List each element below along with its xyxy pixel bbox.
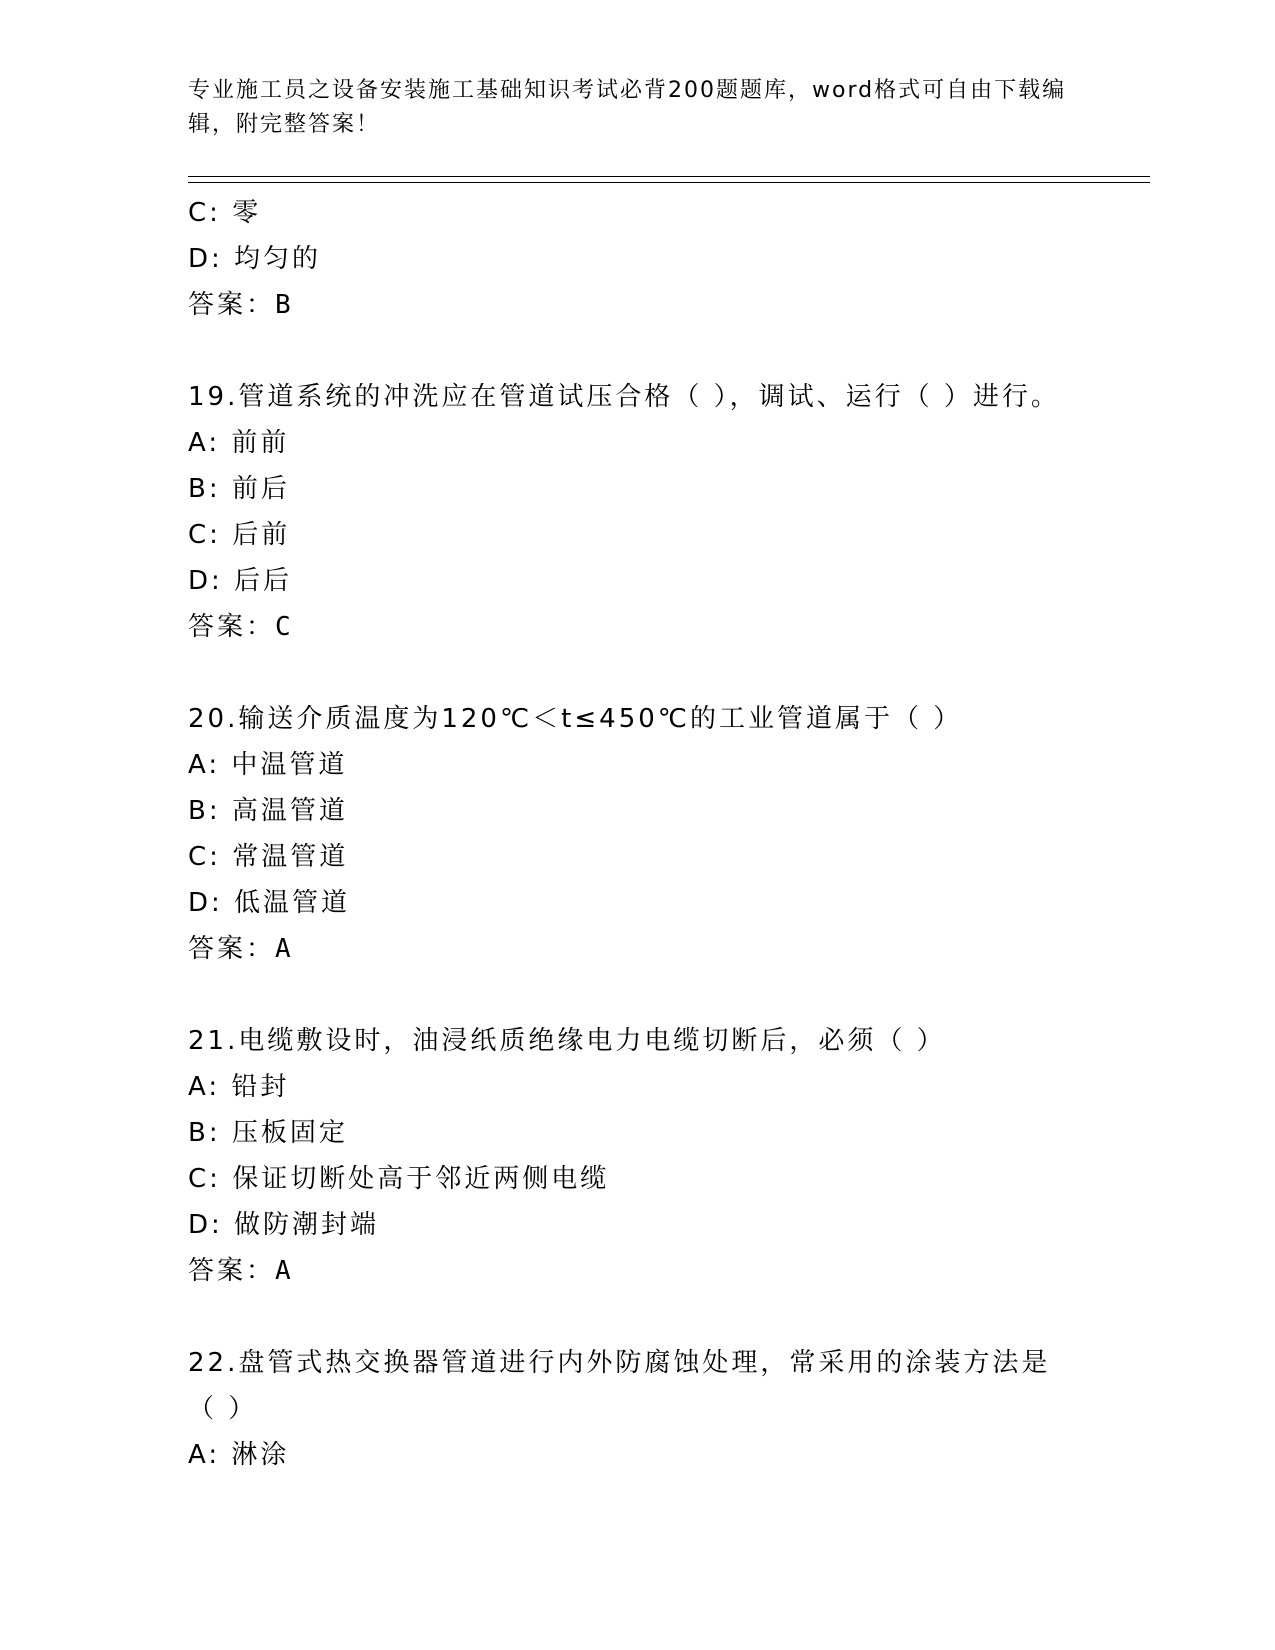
answer-label: 答案： [188, 290, 276, 320]
option-b [188, 788, 1088, 834]
spacer [188, 650, 1088, 696]
option-a [188, 1064, 1088, 1110]
option-label: A: [188, 1440, 221, 1470]
header-rule-bottom [188, 182, 1150, 183]
answer-label: 答案： [188, 612, 276, 642]
option-text: 前后 [231, 474, 290, 504]
option-text: 低温管道 [234, 888, 351, 918]
answer-label: 答案： [188, 1256, 276, 1286]
option-label: D: [188, 244, 223, 274]
spacer [188, 972, 1088, 1018]
option-a [188, 420, 1088, 466]
option-a [188, 742, 1088, 788]
option-label: B: [188, 1118, 221, 1148]
option-b [188, 1110, 1088, 1156]
option-a [188, 1432, 1088, 1478]
option-label: C: [188, 1164, 221, 1194]
option-label: A: [188, 428, 221, 458]
question-stem: 20.输送介质温度为120℃＜t≤450℃的工业管道属于（ ） [188, 704, 963, 734]
option-c [188, 1156, 1088, 1202]
answer-value: B [275, 290, 294, 320]
option-label: D: [188, 888, 223, 918]
question-stem: 22.盘管式热交换器管道进行内外防腐蚀处理，常采用的涂装方法是（ ） [188, 1348, 1051, 1424]
answer-value: C [275, 612, 294, 642]
option-text: 后后 [234, 566, 293, 596]
question-21 [188, 1018, 1088, 1294]
answer-line [188, 926, 1088, 972]
option-label: C: [188, 198, 221, 228]
answer-line [188, 1248, 1088, 1294]
option-d [188, 558, 1088, 604]
option-b [188, 466, 1088, 512]
spacer [188, 1294, 1088, 1340]
option-label: D: [188, 1210, 223, 1240]
option-c [188, 190, 1088, 236]
question-list [188, 190, 1088, 1478]
option-label: A: [188, 750, 221, 780]
option-text: 压板固定 [231, 1118, 348, 1148]
option-text: 常温管道 [232, 842, 349, 872]
question-18-tail [188, 190, 1088, 328]
question-stem: 21.电缆敷设时，油浸纸质绝缘电力电缆切断后，必须（ ） [188, 1026, 946, 1056]
option-text: 均匀的 [234, 244, 322, 274]
option-d [188, 1202, 1088, 1248]
spacer [188, 328, 1088, 374]
option-text: 前前 [231, 428, 290, 458]
answer-value: A [275, 1256, 294, 1286]
question-22 [188, 1340, 1088, 1478]
option-label: C: [188, 842, 221, 872]
option-d [188, 236, 1088, 282]
option-label: B: [188, 796, 221, 826]
answer-value: A [275, 934, 294, 964]
answer-label: 答案： [188, 934, 276, 964]
option-text: 零 [232, 198, 262, 228]
answer-line [188, 604, 1088, 650]
option-text: 做防潮封端 [234, 1210, 380, 1240]
answer-line [188, 282, 1088, 328]
option-text: 保证切断处高于邻近两侧电缆 [232, 1164, 610, 1194]
option-label: A: [188, 1072, 221, 1102]
header-rule-top [188, 176, 1150, 177]
option-d [188, 880, 1088, 926]
question-20 [188, 696, 1088, 972]
option-label: C: [188, 520, 221, 550]
option-text: 淋涂 [231, 1440, 290, 1470]
question-stem: 19.管道系统的冲洗应在管道试压合格（ ），调试、运行（ ）进行。 [188, 382, 1060, 412]
document-header: 专业施工员之设备安装施工基础知识考试必背200题题库，word格式可自由下载编辑，附完整答案！ [188, 78, 1067, 137]
option-c [188, 834, 1088, 880]
option-label: B: [188, 474, 221, 504]
option-label: D: [188, 566, 223, 596]
question-19 [188, 374, 1088, 650]
option-text: 高温管道 [231, 796, 348, 826]
option-text: 铅封 [231, 1072, 290, 1102]
option-text: 中温管道 [231, 750, 348, 780]
option-text: 后前 [232, 520, 291, 550]
option-c [188, 512, 1088, 558]
